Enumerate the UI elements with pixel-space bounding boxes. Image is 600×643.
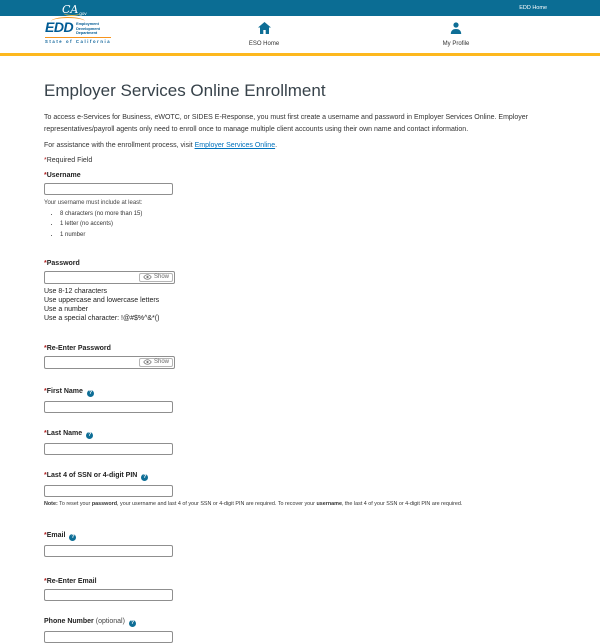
reenter-email-label: *Re-Enter Email <box>44 577 97 585</box>
email-help-icon[interactable]: ? <box>71 533 75 540</box>
password-rules <box>44 287 556 324</box>
nav-my-profile[interactable] <box>428 21 484 47</box>
password-rule: Use 8-12 characters <box>44 287 108 295</box>
username-group <box>44 172 556 238</box>
username-hint-item: • 8 characters (no more than 15) <box>60 211 556 217</box>
edd-home-link[interactable]: EDD Home <box>519 5 547 11</box>
reenter-email-input[interactable] <box>44 589 173 601</box>
edd-logo-state-line: State of California <box>45 37 111 45</box>
ssn-pin-label: *Last 4 of SSN or 4-digit PIN ? <box>44 471 147 480</box>
employer-services-online-link[interactable]: Employer Services Online <box>194 142 276 149</box>
password-rule: Use a special character: !@#$%^&*() <box>44 315 160 323</box>
reenter-password-field <box>44 356 175 369</box>
edd-logo-arc <box>51 17 85 26</box>
last-name-group <box>44 430 556 455</box>
username-label: *Username <box>44 172 81 179</box>
phone-help-icon[interactable]: ? <box>130 619 135 626</box>
edd-logo-dept: Employment Development Department <box>76 22 100 36</box>
email-input[interactable] <box>44 545 173 557</box>
utility-bar <box>0 0 600 16</box>
ssn-pin-help-icon[interactable]: ? <box>143 473 147 480</box>
password-show-button[interactable]: Show <box>139 273 173 282</box>
page-title: Employer Services Online Enrollment <box>44 81 326 100</box>
email-label: *Email ? <box>44 531 75 540</box>
username-input[interactable] <box>44 183 173 195</box>
nav-eso-home-label: ESO Home <box>248 41 280 47</box>
reenter-email-group <box>44 578 556 601</box>
eye-icon <box>143 359 152 365</box>
assistance-paragraph: For assistance with the enrollment process, visit Employer Services Online. <box>44 142 278 149</box>
nav-eso-home[interactable] <box>238 21 290 47</box>
edd-logo[interactable] <box>45 21 111 44</box>
last-name-help-icon[interactable]: ? <box>87 431 92 438</box>
password-field <box>44 271 175 284</box>
last-name-input[interactable] <box>44 443 173 455</box>
phone-input[interactable] <box>44 631 173 643</box>
ca-gov-logo[interactable]: CAgov <box>62 3 87 16</box>
gold-divider <box>0 53 600 56</box>
intro-paragraph: To access e-Services for Business, eWOTC, or SIDES E-Response, you must first create a username and password in Employer Services Online. Employer representatives/payroll agents only need to enroll once to manage multiple client accounts using their own name and contact information. <box>44 114 528 133</box>
ssn-note: Note: To reset your password, your username and last 4 of your SSN or 4-digit PIN are required. To recover your username, the last 4 of your SSN or 4-digit PIN are required. <box>44 500 463 507</box>
reenter-password-group <box>44 345 556 369</box>
reenter-password-label: *Re-Enter Password <box>44 344 111 352</box>
ca-gov-logo-text: CA <box>62 3 79 16</box>
ssn-pin-input[interactable] <box>44 485 173 497</box>
first-name-label: *First Name ? <box>44 387 93 396</box>
required-field-note: *Required Field <box>44 157 93 164</box>
first-name-group <box>44 388 556 413</box>
reenter-password-input[interactable] <box>45 357 137 368</box>
password-input[interactable] <box>45 272 137 283</box>
site-header <box>0 16 600 53</box>
password-rule: Use uppercase and lowercase letters <box>44 296 160 304</box>
email-group <box>44 532 556 557</box>
main-content <box>44 81 556 643</box>
password-group <box>44 260 556 324</box>
username-hints-list <box>44 211 556 238</box>
password-rule: Use a number <box>44 306 88 314</box>
last-name-label: *Last Name ? <box>44 429 92 438</box>
first-name-input[interactable] <box>44 401 173 413</box>
phone-label: Phone Number (optional) ? <box>44 617 135 626</box>
home-icon <box>258 21 271 38</box>
eye-icon <box>143 274 152 280</box>
ssn-pin-group <box>44 472 556 507</box>
nav-my-profile-label: My Profile <box>442 41 470 47</box>
reenter-password-show-button[interactable]: Show <box>139 358 173 367</box>
edd-logo-text: EDD <box>45 19 74 35</box>
username-hint-item: • 1 number <box>60 232 556 238</box>
phone-group <box>44 618 556 643</box>
password-label: *Password <box>44 259 80 267</box>
username-hint-item: • 1 letter (no accents) <box>60 221 556 227</box>
person-icon <box>450 21 462 38</box>
username-hint-title: Your username must include at least: <box>44 200 143 206</box>
first-name-help-icon[interactable]: ? <box>88 389 93 396</box>
